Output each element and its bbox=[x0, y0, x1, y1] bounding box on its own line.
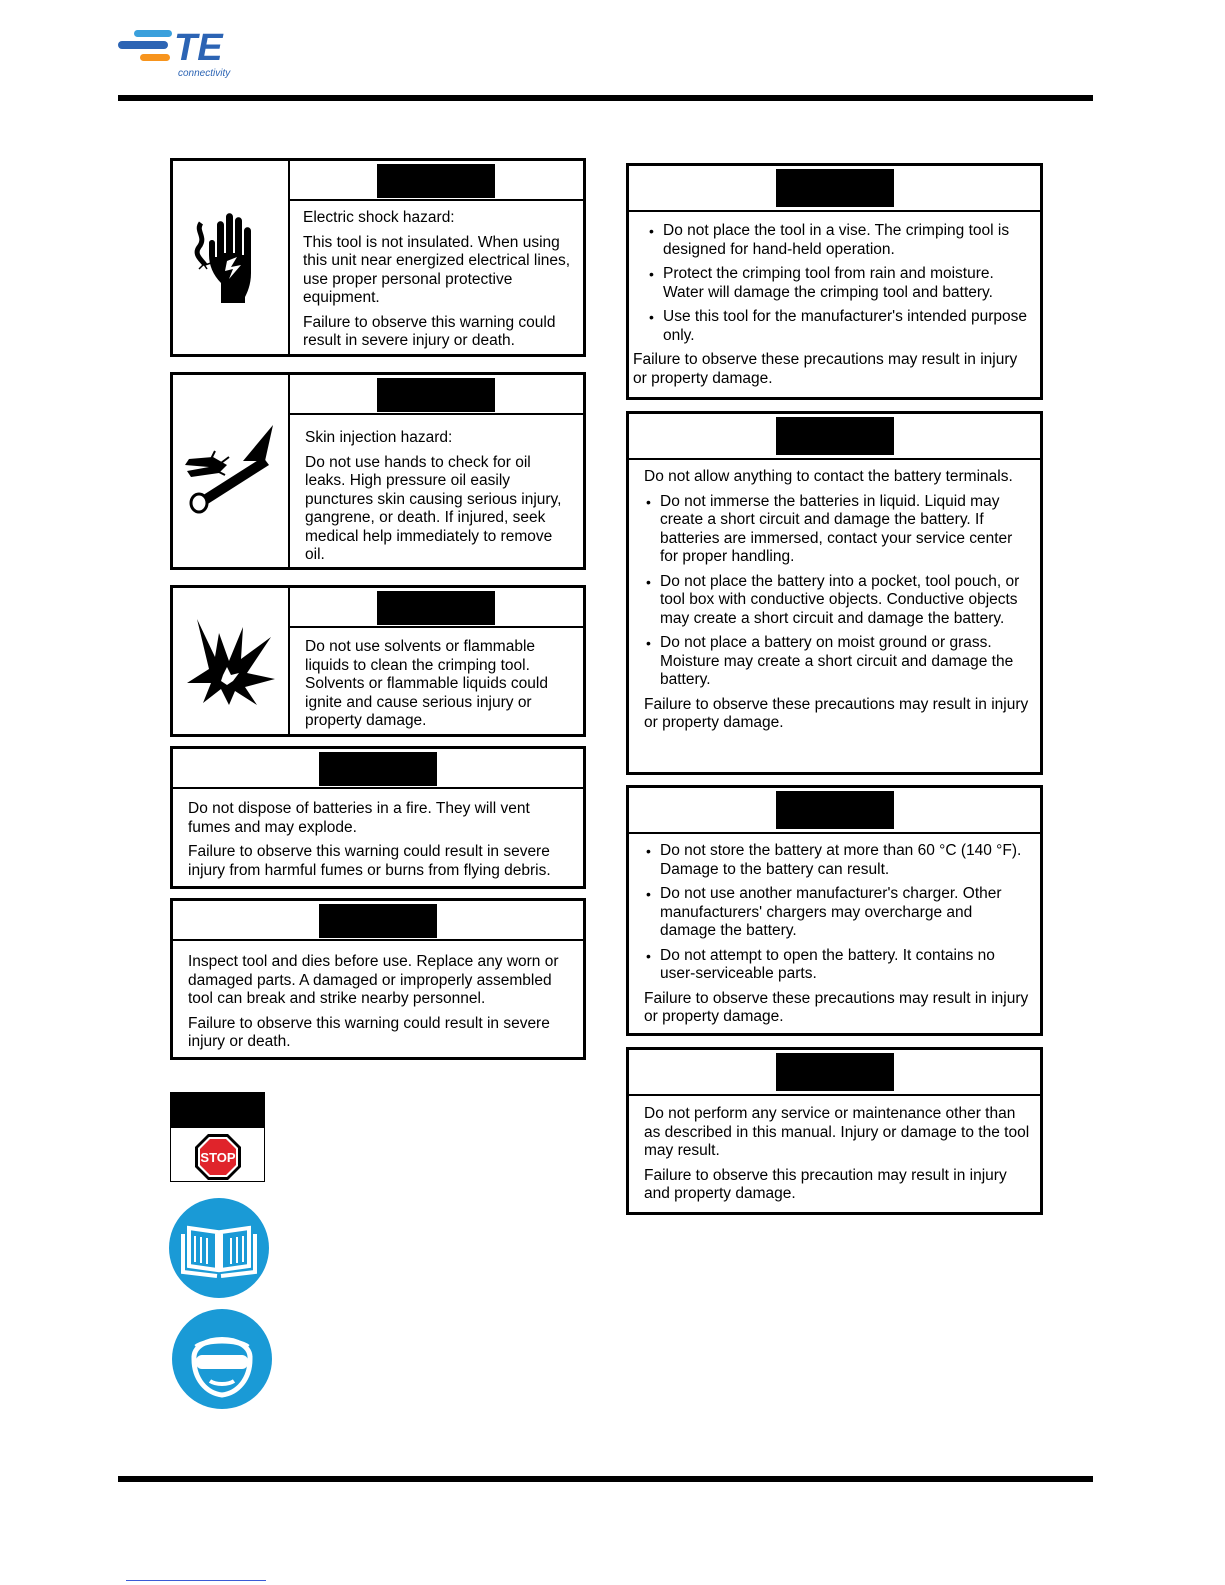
signal-word-badge bbox=[319, 752, 437, 786]
warning-paragraph: Do not perform any service or maintenance other than as described in this manual. Injury or damage to the tool may result. bbox=[644, 1105, 1030, 1159]
warning-paragraph: Inspect tool and dies before use. Replace any worn or damaged parts. A damaged or improperly assembled tool can break and strike nearby personnel. bbox=[188, 953, 559, 1007]
footer-rule bbox=[118, 1476, 1093, 1482]
caution-box-tool-handling bbox=[626, 163, 1043, 400]
hazard-title: Electric shock hazard: bbox=[303, 209, 455, 226]
stop-symbol bbox=[170, 1092, 265, 1182]
caution-text bbox=[633, 222, 1032, 394]
list-item: • Do not place a battery on moist ground or grass. Moisture may create a short circuit and damage the battery. bbox=[660, 634, 1032, 690]
signal-header bbox=[629, 166, 1040, 212]
list-item: • Do not attempt to open the battery. It contains no user-serviceable parts. bbox=[660, 947, 1032, 984]
caution-list bbox=[644, 493, 1032, 690]
icon-cell bbox=[173, 161, 290, 354]
signal-word-badge bbox=[377, 591, 495, 625]
svg-text:TE: TE bbox=[174, 27, 223, 69]
warning-paragraph: Do not use hands to check for oil leaks. High pressure oil easily punctures skin causing serious injury, gangrene, or death. If injured, seek medical help immediately to remove oil. bbox=[305, 453, 562, 563]
consequence-paragraph: Failure to observe these precautions may result in injury or property damage. bbox=[644, 989, 1029, 1025]
consequence-paragraph: Failure to observe these precautions may result in injury or property damage. bbox=[633, 351, 1018, 387]
signal-word-badge bbox=[377, 378, 495, 412]
signal-header bbox=[629, 788, 1040, 834]
signal-header bbox=[288, 375, 583, 415]
caution-list bbox=[647, 222, 1032, 345]
caution-text bbox=[644, 468, 1032, 739]
signal-word-badge bbox=[776, 417, 894, 455]
consequence-paragraph: Failure to observe this precaution may result in injury and property damage. bbox=[644, 1166, 1007, 1202]
eye-protection-icon bbox=[172, 1309, 272, 1409]
warning-text bbox=[305, 638, 575, 737]
warning-paragraph: Do not use solvents or flammable liquids to clean the crimping tool. Solvents or flammable liquids could ignite and cause serious injury or property damage. bbox=[305, 638, 548, 729]
warning-box-inspect-tool bbox=[170, 898, 586, 1060]
caution-box-battery-storage bbox=[626, 785, 1043, 1036]
intro-paragraph: Do not allow anything to contact the battery terminals. bbox=[644, 468, 1013, 485]
list-item: • Do not store the battery at more than 60 °C (140 °F). Damage to the battery can result. bbox=[660, 842, 1032, 879]
consequence-paragraph: Failure to observe this warning could result in severe injury or death. bbox=[303, 313, 556, 349]
warning-text bbox=[188, 800, 575, 886]
list-item: • Protect the crimping tool from rain and moisture. Water will damage the crimping tool and battery. bbox=[663, 265, 1032, 302]
header-rule bbox=[118, 95, 1093, 101]
warning-box-electric-shock bbox=[170, 158, 586, 357]
warning-text bbox=[305, 429, 575, 571]
list-item: • Do not use another manufacturer's charger. Other manufacturers' chargers may overcharge and damage the battery. bbox=[660, 885, 1032, 941]
warning-paragraph: This tool is not insulated. When using this unit near energized electrical lines, use proper personal protective equipment. bbox=[303, 233, 571, 306]
list-item: • Do not place the battery into a pocket, tool pouch, or tool box with conductive objects. Conductive objects may create a short circuit and damage the battery. bbox=[660, 573, 1032, 629]
signal-header bbox=[288, 161, 583, 201]
list-item: • Do not immerse the batteries in liquid. Liquid may create a short circuit and damage the battery. If batteries are immersed, contact your service center for proper handling. bbox=[660, 493, 1032, 567]
caution-box-service bbox=[626, 1047, 1043, 1215]
footer-link-underline[interactable] bbox=[126, 1580, 266, 1581]
signal-word-badge bbox=[776, 1053, 894, 1091]
stop-header-bar bbox=[171, 1093, 264, 1128]
explosion-icon bbox=[183, 613, 279, 709]
signal-header bbox=[629, 414, 1040, 460]
caution-box-battery-terminals bbox=[626, 411, 1043, 775]
svg-text:STOP: STOP bbox=[200, 1150, 236, 1165]
consequence-paragraph: Failure to observe these precautions may result in injury or property damage. bbox=[644, 695, 1029, 731]
hazard-title: Skin injection hazard: bbox=[305, 429, 453, 446]
warning-box-battery-fire bbox=[170, 746, 586, 889]
electric-shock-hand-icon bbox=[191, 203, 271, 313]
warning-paragraph: Do not dispose of batteries in a fire. They will vent fumes and may explode. bbox=[188, 800, 530, 836]
signal-word-badge bbox=[377, 164, 495, 198]
warning-box-flammable bbox=[170, 585, 586, 737]
signal-word-badge bbox=[776, 791, 894, 829]
caution-list bbox=[644, 842, 1032, 984]
read-manual-icon bbox=[169, 1198, 269, 1298]
signal-header bbox=[629, 1050, 1040, 1096]
stop-sign-icon bbox=[194, 1133, 242, 1181]
signal-header bbox=[173, 749, 583, 789]
signal-header bbox=[288, 588, 583, 628]
skin-injection-icon bbox=[183, 421, 279, 521]
consequence-paragraph: Failure to observe this warning could result in severe injury or death. bbox=[188, 1014, 550, 1050]
icon-cell bbox=[173, 375, 290, 567]
icon-cell bbox=[173, 588, 290, 734]
signal-header bbox=[173, 901, 583, 941]
signal-word-badge bbox=[776, 169, 894, 207]
signal-word-badge bbox=[319, 904, 437, 938]
consequence-paragraph: Failure to observe this warning could result in severe injury from harmful fumes or burns from flying debris. bbox=[188, 843, 551, 879]
list-item: • Use this tool for the manufacturer's intended purpose only. bbox=[663, 308, 1032, 345]
warning-box-skin-injection bbox=[170, 372, 586, 570]
warning-text bbox=[188, 953, 575, 1058]
caution-text bbox=[644, 1105, 1032, 1210]
warning-text bbox=[303, 209, 575, 357]
svg-text:connectivity: connectivity bbox=[178, 68, 231, 79]
te-connectivity-logo bbox=[116, 26, 256, 82]
list-item: • Do not place the tool in a vise. The crimping tool is designed for hand-held operation. bbox=[663, 222, 1032, 259]
caution-text bbox=[644, 842, 1032, 1033]
